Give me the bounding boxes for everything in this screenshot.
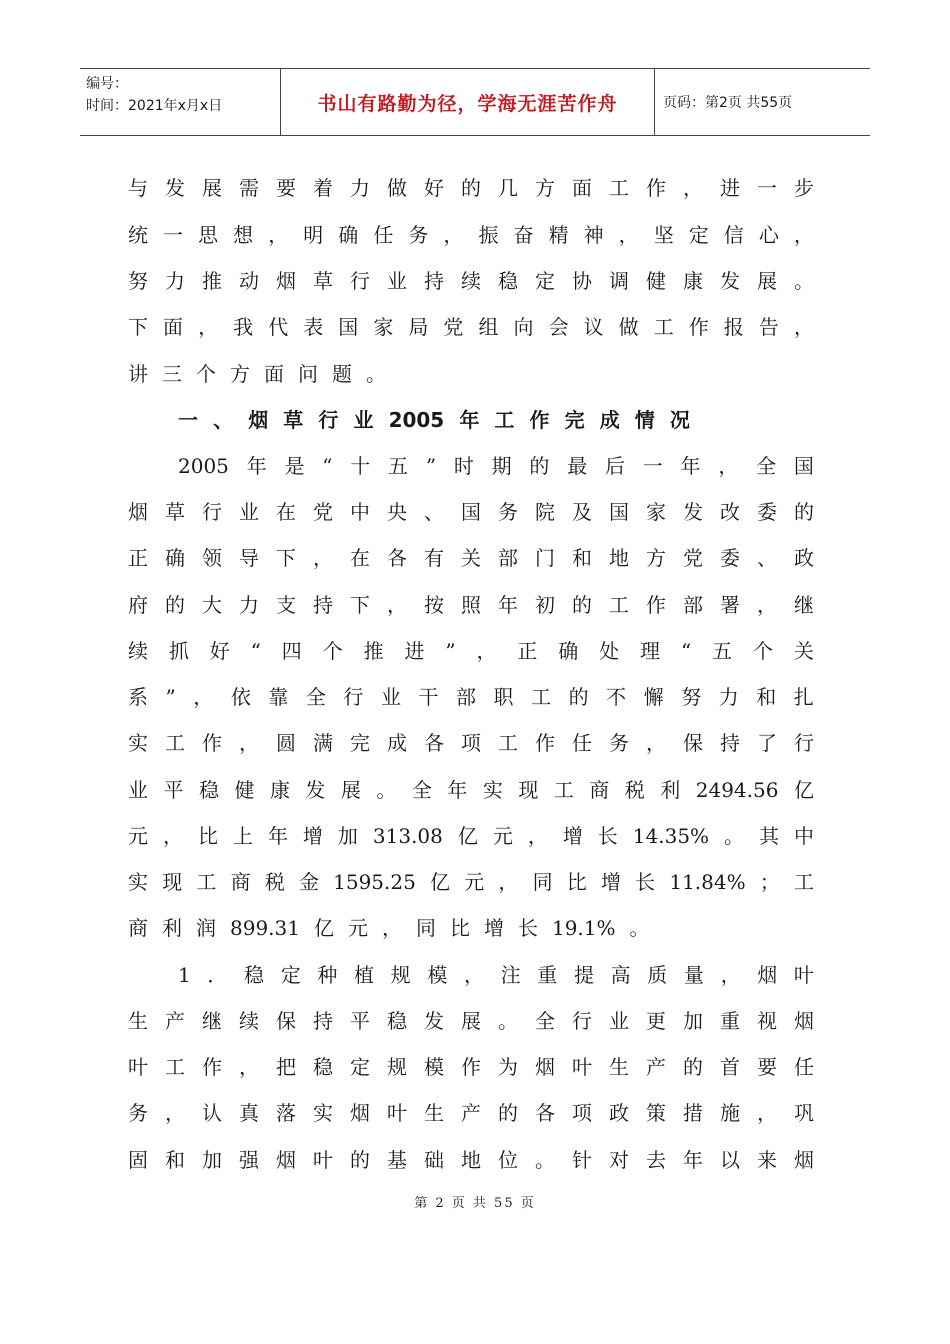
body-line: 生 产 继 续 保 持 平 稳 发 展 。 全 行 业 更 加 重 视 烟 — [128, 1009, 814, 1033]
body-line: 统 一 思 想 ， 明 确 任 务 ， 振 奋 精 神 ， 坚 定 信 心 ， — [128, 223, 814, 247]
body-line: 续 抓 好 “ 四 个 推 进 ” ， 正 确 处 理 “ 五 个 关 — [128, 639, 814, 663]
body-line: 商 利 润 899.31 亿 元 ， 同 比 增 长 19.1% 。 — [128, 916, 650, 940]
body-line: 叶 工 作 ， 把 稳 定 规 模 作 为 烟 叶 生 产 的 首 要 任 — [128, 1055, 814, 1079]
body-line: 下 面 ， 我 代 表 国 家 局 党 组 向 会 议 做 工 作 报 告 ， — [128, 315, 814, 339]
body-line: 实 工 作 ， 圆 满 完 成 各 项 工 作 任 务 ， 保 持 了 行 — [128, 731, 814, 755]
section-heading: 一 、 烟 草 行 业 2005 年 工 作 完 成 情 况 — [178, 408, 690, 432]
header-motto: 书山有路勤为径，学海无涯苦作舟 — [281, 69, 655, 135]
body-line: 务 ， 认 真 落 实 烟 叶 生 产 的 各 项 政 策 措 施 ， 巩 — [128, 1101, 814, 1125]
document-number-label: 编号： — [86, 76, 128, 92]
body-line: 系 ” ， 依 靠 全 行 业 干 部 职 工 的 不 懈 努 力 和 扎 — [128, 685, 814, 709]
document-date: 时间：2021年x月x日 — [86, 98, 223, 114]
header-page-info: 页码：第2页 共55页 — [663, 95, 793, 111]
body-line: 元 ， 比 上 年 增 加 313.08 亿 元 ， 增 长 14.35% 。 其 中 — [128, 824, 814, 848]
page-header — [80, 68, 870, 136]
body-line: 实 现 工 商 税 金 1595.25 亿 元 ， 同 比 增 长 11.84% ； 工 — [128, 870, 814, 894]
body-line: 烟 草 行 业 在 党 中 央 、 国 务 院 及 国 家 发 改 委 的 — [128, 500, 814, 524]
body-line: 正 确 领 导 下 ， 在 各 有 关 部 门 和 地 方 党 委 、 政 — [128, 546, 814, 570]
body-line: 与 发 展 需 要 着 力 做 好 的 几 方 面 工 作 ， 进 一 步 — [128, 176, 814, 200]
body-line: 府 的 大 力 支 持 下 ， 按 照 年 初 的 工 作 部 署 ， 继 — [128, 593, 814, 617]
body-line: 固 和 加 强 烟 叶 的 基 础 地 位 。 针 对 去 年 以 来 烟 — [128, 1148, 814, 1172]
body-line: 讲 三 个 方 面 问 题 。 — [128, 362, 386, 386]
page-footer: 第 2 页 共 55 页 — [414, 1196, 536, 1211]
body-line: 努 力 推 动 烟 草 行 业 持 续 稳 定 协 调 健 康 发 展 。 — [128, 269, 814, 293]
body-line: 1 ． 稳 定 种 植 规 模 ， 注 重 提 高 质 量 ， 烟 叶 — [178, 963, 814, 987]
header-meta — [80, 69, 281, 135]
body-line: 业 平 稳 健 康 发 展 。 全 年 实 现 工 商 税 利 2494.56 亿 — [128, 778, 814, 802]
body-line: 2005 年 是 “ 十 五 ” 时 期 的 最 后 一 年 ， 全 国 — [178, 454, 814, 478]
